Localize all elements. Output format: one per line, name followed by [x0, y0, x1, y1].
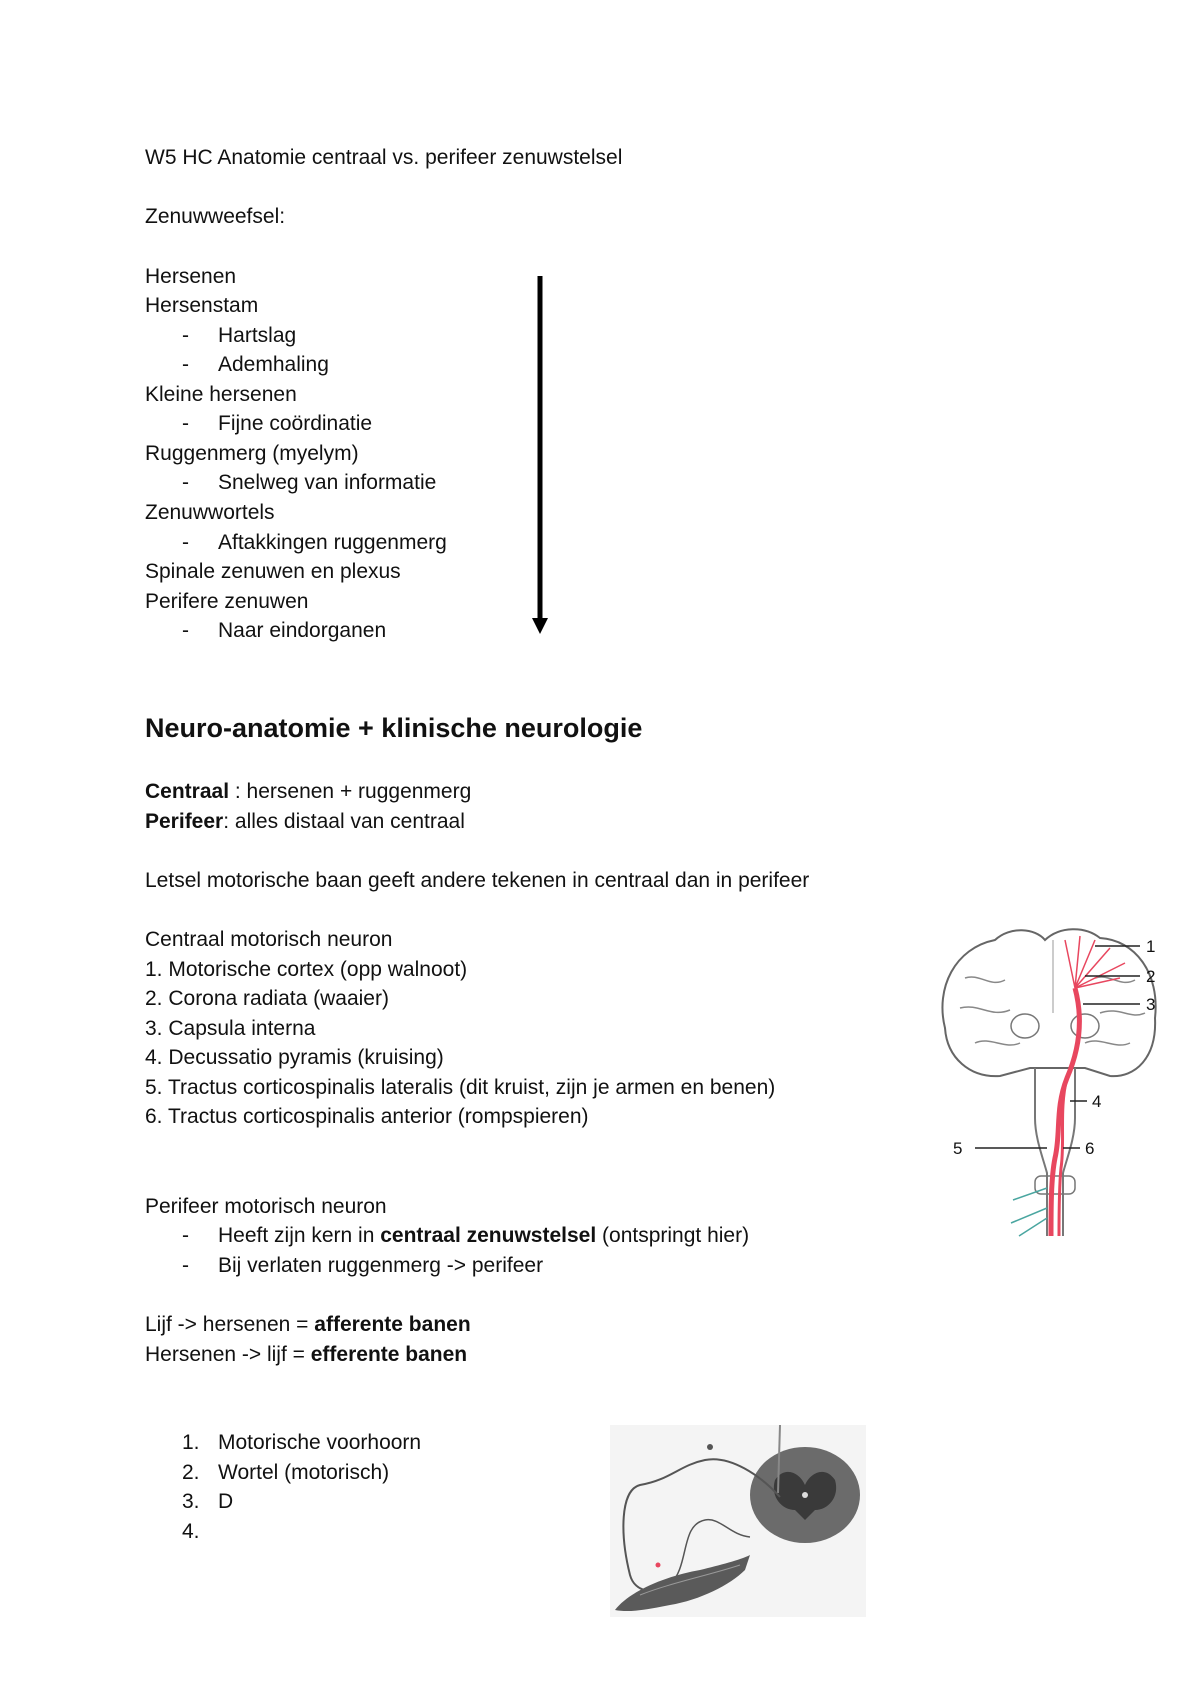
definition-term: Perifeer	[145, 810, 224, 833]
peripheral-definition	[145, 809, 465, 835]
sub-list-item-text: Heeft zijn kern in	[218, 1224, 381, 1247]
sub-list-item	[182, 352, 329, 378]
central-definition	[145, 779, 471, 805]
list-item: Perifere zenuwen	[145, 590, 309, 613]
sub-list-item-bold: centraal zenuwstelsel	[380, 1224, 597, 1247]
figure-label-4: 4	[1092, 1092, 1102, 1111]
document-title: W5 HC Anatomie centraal vs. perifeer zenuwstelsel	[145, 146, 623, 169]
list-item: Spinale zenuwen en plexus	[145, 560, 401, 583]
definition-text: alles distaal van centraal	[234, 810, 465, 833]
item-number: 2.	[182, 1461, 200, 1484]
list-item: 6. Tractus corticospinalis anterior (rompspieren)	[145, 1105, 589, 1128]
figure-label-1: 1	[1146, 937, 1156, 956]
bullet-dash: -	[182, 471, 189, 494]
sub-list-item	[182, 618, 386, 644]
section-label: Zenuwweefsel:	[145, 205, 286, 228]
afferent-bold: afferente banen	[314, 1313, 471, 1336]
item-number: 1.	[182, 1431, 200, 1454]
definition-sep: :	[229, 780, 247, 803]
section-heading: Neuro-anatomie + klinische neurologie	[145, 713, 643, 743]
sub-list-item	[182, 1253, 543, 1279]
sub-list-item	[182, 323, 296, 349]
sub-list-item-text: Bij verlaten ruggenmerg -> perifeer	[218, 1254, 544, 1277]
list-item: 2. Corona radiata (waaier)	[145, 987, 389, 1010]
corticospinal-tract-figure	[935, 918, 1175, 1238]
numbered-item	[182, 1460, 389, 1486]
list-item: 4. Decussatio pyramis (kruising)	[145, 1046, 444, 1069]
list-item: Zenuwwortels	[145, 501, 275, 524]
figure-label-3: 3	[1146, 995, 1156, 1014]
central-motor-title: Centraal motorisch neuron	[145, 928, 393, 951]
sub-list-item	[182, 411, 372, 437]
sub-list-item-text: Fijne coördinatie	[218, 412, 373, 435]
bullet-dash: -	[182, 324, 189, 347]
afferent-text: Lijf -> hersenen =	[145, 1313, 315, 1336]
bullet-dash: -	[182, 353, 189, 376]
figure-label-6: 6	[1085, 1139, 1095, 1158]
sub-list-item	[182, 1223, 749, 1249]
list-item: Kleine hersenen	[145, 383, 297, 406]
bullet-dash: -	[182, 412, 189, 435]
numbered-item	[182, 1489, 233, 1515]
definition-sep: :	[223, 810, 235, 833]
peripheral-motor-title: Perifeer motorisch neuron	[145, 1195, 387, 1218]
definition-term: Centraal	[145, 780, 230, 803]
bullet-dash: -	[182, 619, 189, 642]
item-number: 4.	[182, 1520, 200, 1543]
definition-text: hersenen + ruggenmerg	[246, 780, 472, 803]
sub-list-item-text: Hartslag	[218, 324, 297, 347]
sub-list-item-text: Snelweg van informatie	[218, 471, 437, 494]
list-item: Ruggenmerg (myelym)	[145, 442, 359, 465]
list-item: Hersenen	[145, 265, 237, 288]
efferent-bold: efferente banen	[310, 1343, 468, 1366]
list-item: Hersenstam	[145, 294, 259, 317]
numbered-item	[182, 1519, 218, 1545]
figure-label-2: 2	[1146, 967, 1156, 986]
lesion-note: Letsel motorische baan geeft andere tekenen in centraal dan in perifeer	[145, 869, 810, 892]
list-item: 3. Capsula interna	[145, 1017, 316, 1040]
efferent-line	[145, 1342, 467, 1368]
item-text: Motorische voorhoorn	[218, 1431, 422, 1454]
down-arrow-icon	[528, 272, 552, 638]
sub-list-item-text: Aftakkingen ruggenmerg	[218, 531, 447, 554]
bullet-dash: -	[182, 1254, 189, 1277]
efferent-text: Hersenen -> lijf =	[145, 1343, 311, 1366]
sub-list-item	[182, 530, 447, 556]
sub-list-item-text: Ademhaling	[218, 353, 329, 376]
bullet-dash: -	[182, 531, 189, 554]
afferent-line	[145, 1312, 471, 1338]
item-text: Wortel (motorisch)	[218, 1461, 390, 1484]
sub-list-item-text: (ontspringt hier)	[596, 1224, 750, 1247]
figure-label-5: 5	[953, 1139, 963, 1158]
item-text: D	[218, 1490, 234, 1513]
sub-list-item-text: Naar eindorganen	[218, 619, 387, 642]
motor-neuron-figure	[610, 1425, 866, 1617]
list-item: 5. Tractus corticospinalis lateralis (dit kruist, zijn je armen en benen)	[145, 1076, 776, 1099]
numbered-item	[182, 1430, 421, 1456]
list-item: 1. Motorische cortex (opp walnoot)	[145, 958, 468, 981]
item-number: 3.	[182, 1490, 200, 1513]
bullet-dash: -	[182, 1224, 189, 1247]
sub-list-item	[182, 470, 436, 496]
